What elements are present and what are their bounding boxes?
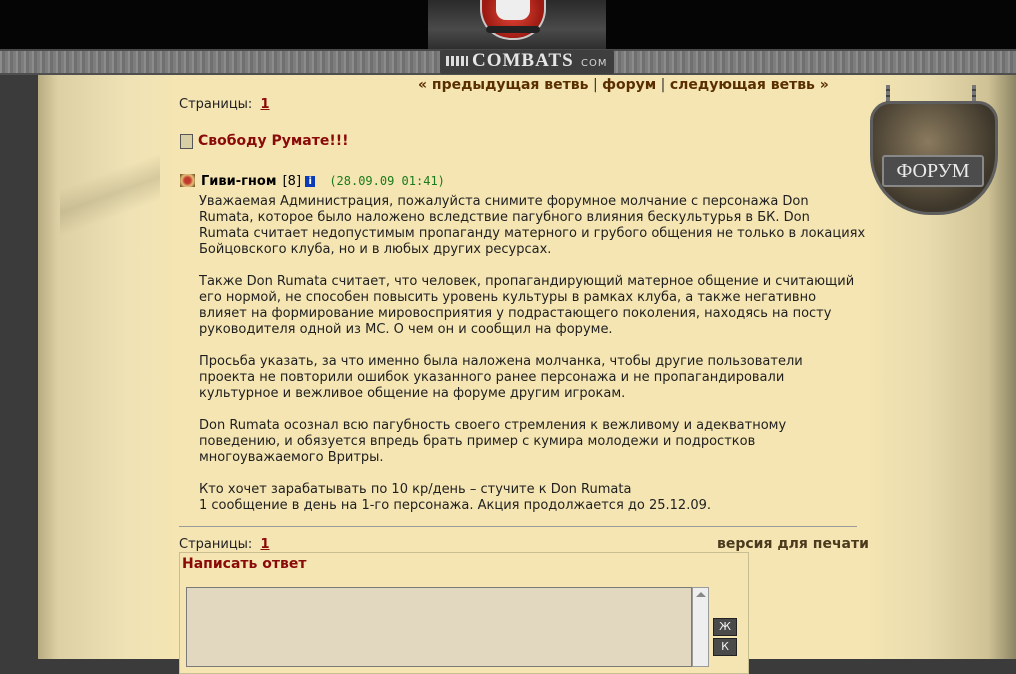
combats-logo-text: COMBATS <box>472 50 574 71</box>
combats-logo[interactable] <box>440 50 614 74</box>
info-icon[interactable]: i <box>305 176 315 187</box>
pages-label: Страницы: <box>179 537 253 552</box>
bars-icon <box>446 56 468 66</box>
scroll-up-icon[interactable] <box>696 592 706 597</box>
reply-textarea[interactable] <box>186 587 692 667</box>
post-date: (28.09.09 01:41) <box>329 174 445 188</box>
post-line: многоуважаемого Вритры. <box>199 450 384 465</box>
italic-button[interactable]: К <box>713 638 737 656</box>
post-line: 1 сообщение в день на 1-го персонажа. Акция продолжается до 25.12.09. <box>199 498 712 513</box>
thread-navigation <box>418 77 829 93</box>
post-line: Don Rumata осознал всю пагубность своего стремления к вежливому и адекватному <box>199 418 787 433</box>
fist-shape <box>496 0 530 20</box>
page-link-1[interactable]: 1 <box>260 97 270 112</box>
clan-icon <box>180 174 195 187</box>
post-line: Просьба указать, за что именно была наложена молчанка, чтобы другие пользователи <box>199 354 803 369</box>
logo-ring <box>486 26 540 33</box>
post-line: поведению, и обязуется впредь брать пример с кумира молодежи и подростков <box>199 434 756 449</box>
print-version-link[interactable]: версия для печати <box>717 536 869 552</box>
post-line: Бойцовского клуба, но и в любых других ресурсах. <box>199 242 552 257</box>
next-thread-link[interactable]: следующая ветвь » <box>669 77 829 93</box>
post-line: Кто хочет зарабатывать по 10 кр/день – стучите к Don Rumata <box>199 482 632 497</box>
pagination-bottom <box>179 537 270 552</box>
thread-title: Свободу Румате!!! <box>198 133 349 149</box>
page-link-1[interactable]: 1 <box>260 537 270 552</box>
forum-link[interactable]: форум <box>602 77 657 93</box>
author-name[interactable]: Гиви-гном <box>201 174 277 189</box>
post-header <box>201 174 445 189</box>
pagination-top <box>179 97 270 112</box>
bold-button[interactable]: Ж <box>713 618 737 636</box>
prev-thread-link[interactable]: « предыдущая ветвь <box>418 77 589 93</box>
nav-separator: | <box>592 77 598 93</box>
post-line: культурное и вежливое общение на форуме другим игрокам. <box>199 386 626 401</box>
forum-badge-label: ФОРУМ <box>882 155 984 187</box>
reply-title: Написать ответ <box>182 556 307 572</box>
reply-form <box>179 552 749 674</box>
forum-badge[interactable] <box>862 85 1000 213</box>
post-line: Уважаемая Администрация, пожалуйста снимите форумное молчание с персонажа Don <box>199 194 809 209</box>
post-line: Rumata считает недопустимым пропаганду матерного и грубого общения не только в локациях <box>199 226 866 241</box>
post-line: Также Don Rumata считает, что человек, пропагандирующий матерное общение и считающий <box>199 274 855 289</box>
post-line: Rumata, которое было наложено вследствие пагубного влияния бескультурья в БК. Don <box>199 210 810 225</box>
pages-label: Страницы: <box>179 97 253 112</box>
author-level: [8] <box>282 174 302 189</box>
post-line: проекта не повторили ошибок указанного ранее персонажа и не пропагандировали <box>199 370 785 385</box>
nav-separator: | <box>660 77 666 93</box>
post-line: его нормой, не способен повысить уровень культуры в рамках клуба, а также негативно <box>199 290 817 305</box>
combats-logo-suffix: COM <box>581 58 608 69</box>
feather-decoration-icon <box>60 95 160 295</box>
post-divider <box>179 526 857 527</box>
post-line: влияет на формирование мировосприятия у подрастающего поколения, находясь на посту <box>199 306 832 321</box>
post-line: руководителя одной из МС. О чем он и сообщил на форуме. <box>199 322 613 337</box>
textarea-scrollbar[interactable] <box>692 587 709 667</box>
scroll-icon <box>180 134 193 149</box>
